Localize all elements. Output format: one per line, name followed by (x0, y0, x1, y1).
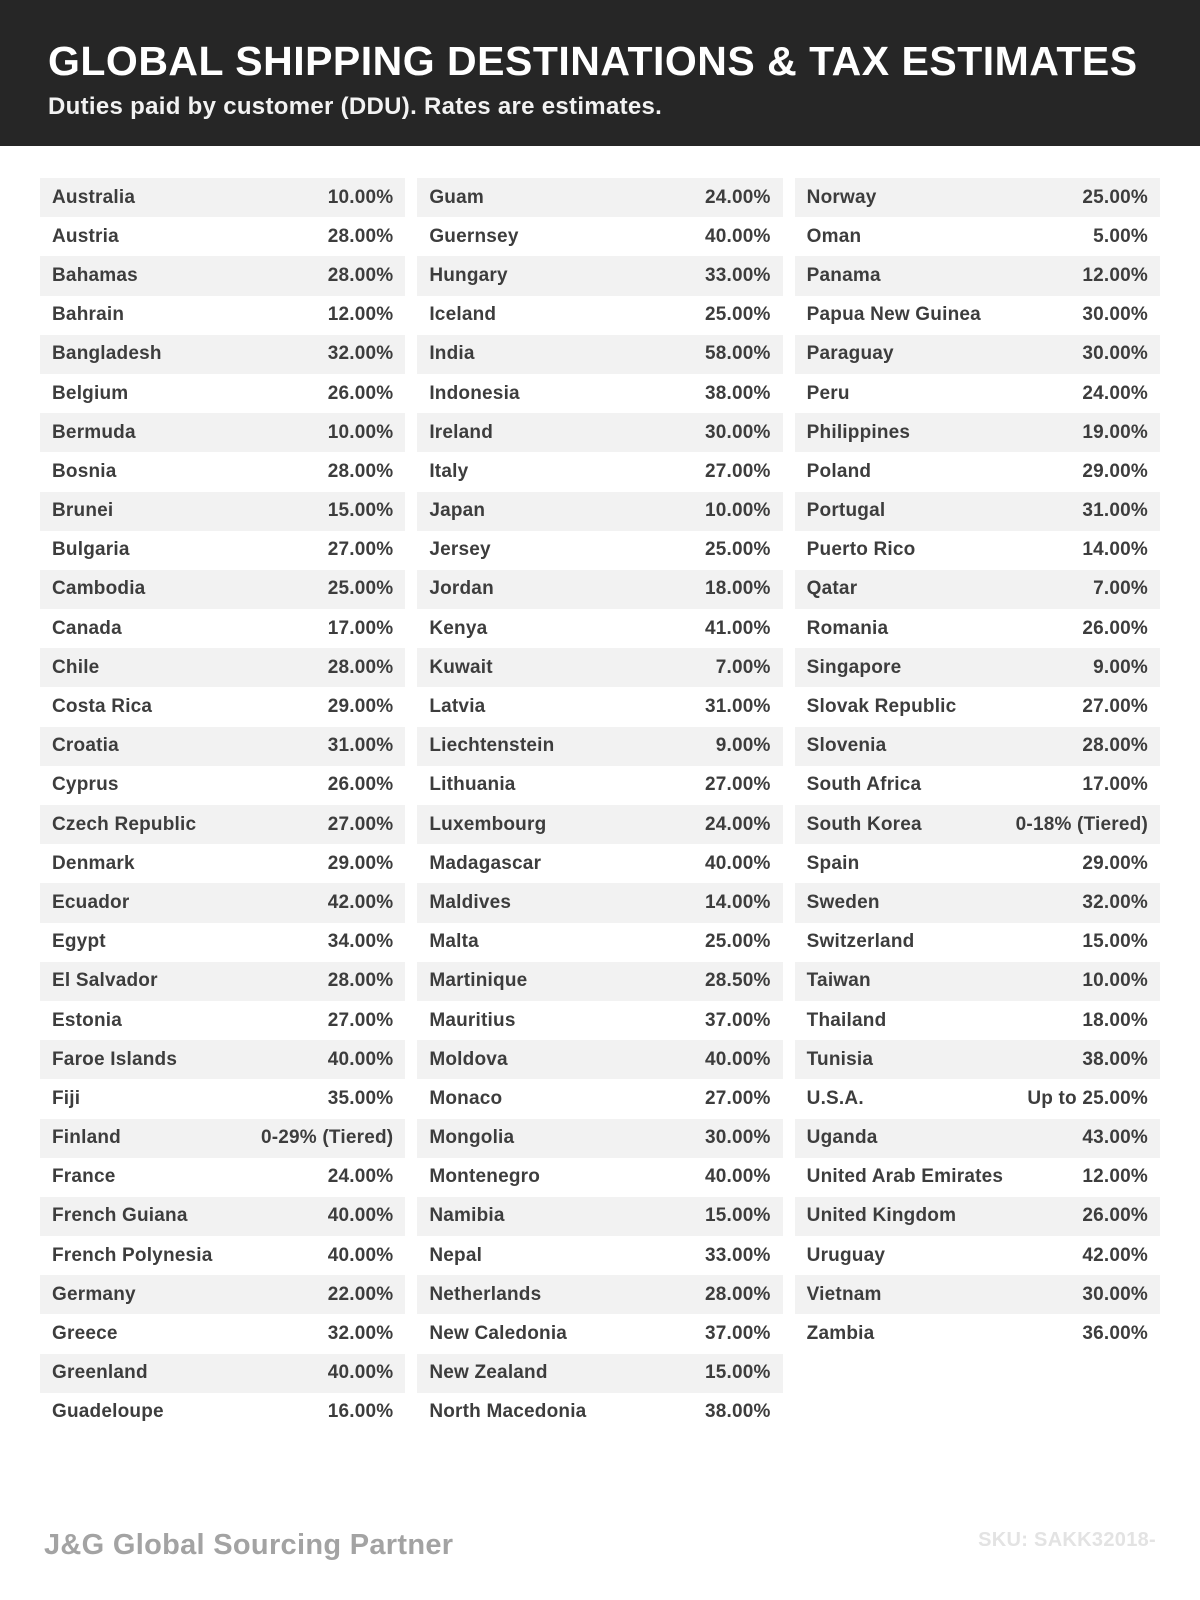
country-name: French Polynesia (52, 1244, 213, 1266)
tax-rate-table (40, 178, 1160, 1432)
tax-rate-value: 10.00% (705, 500, 771, 522)
country-name: Portugal (806, 500, 886, 522)
country-name: Kuwait (429, 656, 493, 678)
tax-rate-value: 0-18% (Tiered) (1015, 813, 1148, 835)
sku-label: SKU: SAKK32018- (978, 1529, 1156, 1551)
tax-rate-value: 25.00% (705, 539, 771, 561)
table-row (795, 609, 1160, 648)
tax-rate-value: 15.00% (327, 500, 394, 522)
tax-rate-value: 15.00% (705, 1362, 771, 1384)
table-row (795, 687, 1160, 726)
table-row (40, 727, 405, 766)
table-row (795, 1119, 1160, 1158)
tax-rate-value: 30.00% (1082, 343, 1148, 365)
table-row (40, 923, 405, 962)
tax-rate-value: 24.00% (1082, 382, 1148, 404)
country-name: Sweden (806, 891, 880, 913)
country-name: Uruguay (806, 1244, 886, 1266)
tax-rate-value: 30.00% (705, 1127, 771, 1149)
tax-rate-value: 9.00% (1093, 656, 1148, 678)
tax-rate-value: 27.00% (705, 460, 771, 482)
tax-rate-value: 10.00% (327, 421, 394, 443)
table-row (40, 1314, 405, 1353)
table-row (40, 178, 405, 217)
table-row (40, 413, 405, 452)
country-name: Greece (52, 1323, 118, 1345)
table-row (40, 374, 405, 413)
country-name: Hungary (429, 264, 508, 286)
tax-rate-value: 18.00% (705, 578, 771, 600)
table-column-2 (417, 178, 782, 1432)
tax-rate-value: 27.00% (705, 1087, 771, 1109)
table-row (417, 1197, 782, 1236)
page-title: GLOBAL SHIPPING DESTINATIONS & TAX ESTIMATES (48, 38, 1138, 84)
country-name: Norway (806, 186, 877, 208)
table-row (40, 296, 405, 335)
table-row (417, 1119, 782, 1158)
page-subtitle: Duties paid by customer (DDU). Rates are estimates. (48, 93, 663, 121)
table-row (417, 570, 782, 609)
table-row (417, 335, 782, 374)
table-row (40, 256, 405, 295)
tax-rate-value: 29.00% (1082, 852, 1148, 874)
table-row (795, 766, 1160, 805)
tax-rate-value: 25.00% (705, 931, 771, 953)
header-banner (0, 0, 1200, 146)
country-name: Germany (52, 1283, 136, 1305)
tax-rate-value: 38.00% (705, 1401, 771, 1423)
table-row (795, 1275, 1160, 1314)
country-name: Bosnia (52, 460, 117, 482)
country-name: Mongolia (429, 1127, 515, 1149)
table-row (795, 1236, 1160, 1275)
country-name: Denmark (52, 852, 135, 874)
table-column-3 (795, 178, 1160, 1354)
table-row (40, 492, 405, 531)
tax-rate-value: 14.00% (1082, 539, 1148, 561)
tax-rate-value: 27.00% (327, 539, 394, 561)
country-name: Peru (806, 382, 850, 404)
country-name: New Caledonia (429, 1323, 568, 1345)
table-row (795, 1197, 1160, 1236)
table-row (795, 256, 1160, 295)
country-name: Bahamas (52, 264, 138, 286)
tax-rate-value: 24.00% (705, 813, 771, 835)
table-row (795, 492, 1160, 531)
tax-rate-value: 0-29% (Tiered) (260, 1127, 394, 1149)
tax-rate-value: 15.00% (1082, 931, 1148, 953)
tax-rate-value: 30.00% (705, 421, 771, 443)
tax-rate-value: 14.00% (705, 891, 771, 913)
tax-rate-value: 12.00% (1082, 1166, 1148, 1188)
table-row (40, 1040, 405, 1079)
table-row (40, 217, 405, 256)
tax-rate-value: 33.00% (705, 1244, 771, 1266)
country-name: Brunei (52, 500, 114, 522)
country-name: Belgium (52, 382, 129, 404)
table-row (795, 1040, 1160, 1079)
country-name: French Guiana (52, 1205, 188, 1227)
table-row (417, 805, 782, 844)
country-name: Ecuador (52, 891, 130, 913)
country-name: Indonesia (429, 382, 520, 404)
country-name: Greenland (52, 1362, 148, 1384)
country-name: Maldives (429, 891, 512, 913)
tax-rate-value: 28.50% (705, 970, 771, 992)
country-name: Finland (52, 1127, 121, 1149)
country-name: Martinique (429, 970, 528, 992)
table-row (40, 648, 405, 687)
country-name: Jordan (429, 578, 494, 600)
country-name: Czech Republic (52, 813, 197, 835)
tax-rate-value: 27.00% (1082, 696, 1148, 718)
tax-rate-value: 40.00% (327, 1244, 394, 1266)
table-row (795, 805, 1160, 844)
country-name: Thailand (806, 1009, 887, 1031)
tax-rate-value: 10.00% (1082, 970, 1148, 992)
tax-rate-value: 24.00% (327, 1166, 394, 1188)
table-row (795, 217, 1160, 256)
tax-rate-value: 38.00% (1082, 1048, 1148, 1070)
country-name: U.S.A. (806, 1087, 864, 1109)
table-row (417, 178, 782, 217)
table-row (417, 883, 782, 922)
tax-rate-value: 26.00% (1082, 1205, 1148, 1227)
tax-rate-value: 40.00% (327, 1048, 394, 1070)
table-row (795, 1158, 1160, 1197)
table-row (417, 1236, 782, 1275)
tax-rate-value: 26.00% (327, 382, 394, 404)
tax-rate-value: 35.00% (327, 1087, 394, 1109)
country-name: South Korea (806, 813, 922, 835)
country-name: Australia (52, 186, 136, 208)
tax-rate-value: 28.00% (327, 225, 394, 247)
tax-rate-value: 58.00% (705, 343, 771, 365)
table-row (417, 531, 782, 570)
tax-rate-value: 27.00% (327, 813, 394, 835)
country-name: Lithuania (429, 774, 516, 796)
tax-rate-value: 7.00% (1093, 578, 1148, 600)
tax-rate-value: 36.00% (1082, 1323, 1148, 1345)
country-name: New Zealand (429, 1362, 548, 1384)
country-name: France (52, 1166, 116, 1188)
tax-rate-value: 25.00% (705, 304, 771, 326)
country-name: Bermuda (52, 421, 136, 443)
tax-rate-value: 26.00% (1082, 617, 1148, 639)
country-name: Jersey (429, 539, 491, 561)
country-name: Croatia (52, 735, 119, 757)
tax-rate-value: 29.00% (327, 852, 394, 874)
table-row (40, 962, 405, 1001)
table-row (40, 609, 405, 648)
country-name: Vietnam (806, 1283, 882, 1305)
table-row (417, 217, 782, 256)
table-row (417, 687, 782, 726)
table-row (40, 1079, 405, 1118)
tax-rate-value: 30.00% (1082, 304, 1148, 326)
tax-rate-value: 17.00% (1082, 774, 1148, 796)
table-row (795, 844, 1160, 883)
tax-rate-value: 28.00% (327, 460, 394, 482)
country-name: Montenegro (429, 1166, 541, 1188)
country-name: Slovenia (806, 735, 887, 757)
table-row (795, 413, 1160, 452)
table-row (40, 883, 405, 922)
country-name: Luxembourg (429, 813, 547, 835)
table-row (417, 296, 782, 335)
tax-rate-value: 19.00% (1082, 421, 1148, 443)
table-row (40, 844, 405, 883)
country-name: Bangladesh (52, 343, 162, 365)
country-name: Malta (429, 931, 479, 953)
table-row (417, 1354, 782, 1393)
table-row (417, 413, 782, 452)
country-name: India (429, 343, 475, 365)
tax-rate-value: 28.00% (327, 656, 394, 678)
country-name: Mauritius (429, 1009, 516, 1031)
table-row (795, 335, 1160, 374)
country-name: United Kingdom (806, 1205, 957, 1227)
table-row (795, 883, 1160, 922)
country-name: Moldova (429, 1048, 508, 1070)
table-row (417, 492, 782, 531)
table-column-1 (40, 178, 405, 1432)
table-row (417, 1393, 782, 1432)
table-row (40, 1158, 405, 1197)
country-name: Slovak Republic (806, 696, 957, 718)
tax-rate-value: 40.00% (327, 1362, 394, 1384)
tax-rate-value: 28.00% (705, 1283, 771, 1305)
country-name: Nepal (429, 1244, 483, 1266)
country-name: Guernsey (429, 225, 519, 247)
table-row (795, 452, 1160, 491)
table-row (40, 1197, 405, 1236)
table-row (795, 727, 1160, 766)
country-name: Estonia (52, 1009, 123, 1031)
tax-rate-value: 24.00% (705, 186, 771, 208)
tax-rate-value: 32.00% (327, 1323, 394, 1345)
country-name: South Africa (806, 774, 922, 796)
tax-rate-value: 29.00% (327, 696, 394, 718)
brand-name: J&G Global Sourcing Partner (44, 1529, 454, 1561)
tax-rate-value: 40.00% (705, 852, 771, 874)
table-row (795, 178, 1160, 217)
country-name: Switzerland (806, 931, 915, 953)
tax-rate-value: 34.00% (327, 931, 394, 953)
table-row (417, 766, 782, 805)
table-row (795, 1079, 1160, 1118)
country-name: Poland (806, 460, 872, 482)
table-row (40, 805, 405, 844)
tax-rate-value: 27.00% (705, 774, 771, 796)
tax-rate-value: 43.00% (1082, 1127, 1148, 1149)
tax-rate-value: 22.00% (327, 1283, 394, 1305)
table-row (795, 1314, 1160, 1353)
tax-rate-value: 31.00% (1082, 500, 1148, 522)
tax-rate-value: 17.00% (327, 617, 394, 639)
table-row (417, 962, 782, 1001)
tax-rate-value: 37.00% (705, 1009, 771, 1031)
country-name: Puerto Rico (806, 539, 916, 561)
country-name: Kenya (429, 617, 488, 639)
tax-rate-value: 15.00% (705, 1205, 771, 1227)
tax-rate-value: Up to 25.00% (1027, 1087, 1148, 1109)
tax-rate-value: 16.00% (327, 1401, 394, 1423)
tax-rate-value: 12.00% (1082, 264, 1148, 286)
tax-rate-value: 31.00% (705, 696, 771, 718)
country-name: Madagascar (429, 852, 542, 874)
table-row (40, 687, 405, 726)
country-name: Qatar (806, 578, 858, 600)
table-row (417, 923, 782, 962)
tax-rate-value: 12.00% (327, 304, 394, 326)
country-name: Guadeloupe (52, 1401, 164, 1423)
country-name: Spain (806, 852, 860, 874)
table-row (417, 452, 782, 491)
table-row (417, 1158, 782, 1197)
table-row (795, 296, 1160, 335)
table-row (795, 531, 1160, 570)
tax-rate-value: 27.00% (327, 1009, 394, 1031)
country-name: Canada (52, 617, 122, 639)
table-row (417, 1314, 782, 1353)
country-name: Monaco (429, 1087, 503, 1109)
country-name: Japan (429, 500, 486, 522)
country-name: North Macedonia (429, 1401, 587, 1423)
table-row (40, 766, 405, 805)
table-row (417, 1001, 782, 1040)
country-name: Papua New Guinea (806, 304, 981, 326)
table-row (795, 1001, 1160, 1040)
country-name: Cambodia (52, 578, 146, 600)
tax-rate-value: 28.00% (1082, 735, 1148, 757)
tax-rate-value: 28.00% (327, 264, 394, 286)
table-row (417, 844, 782, 883)
country-name: Paraguay (806, 343, 894, 365)
country-name: Iceland (429, 304, 497, 326)
table-row (417, 1079, 782, 1118)
tax-rate-value: 33.00% (705, 264, 771, 286)
country-name: Taiwan (806, 970, 871, 992)
table-row (795, 962, 1160, 1001)
footer (0, 1510, 1200, 1600)
table-row (417, 727, 782, 766)
tax-rate-value: 40.00% (705, 1166, 771, 1188)
table-row (40, 531, 405, 570)
country-name: Liechtenstein (429, 735, 555, 757)
tax-rate-value: 32.00% (1082, 891, 1148, 913)
tax-rate-value: 9.00% (715, 735, 771, 757)
table-row (795, 374, 1160, 413)
country-name: Namibia (429, 1205, 505, 1227)
country-name: Austria (52, 225, 119, 247)
tax-rate-value: 7.00% (715, 656, 771, 678)
country-name: Uganda (806, 1127, 878, 1149)
country-name: Fiji (52, 1087, 81, 1109)
tax-rate-value: 30.00% (1082, 1283, 1148, 1305)
country-name: Oman (806, 225, 862, 247)
tax-rate-value: 25.00% (1082, 186, 1148, 208)
country-name: Bahrain (52, 304, 125, 326)
tax-rate-value: 37.00% (705, 1323, 771, 1345)
country-name: Faroe Islands (52, 1048, 178, 1070)
country-name: Guam (429, 186, 484, 208)
tax-rate-value: 29.00% (1082, 460, 1148, 482)
table-row (40, 1275, 405, 1314)
table-row (40, 452, 405, 491)
country-name: Italy (429, 460, 469, 482)
table-row (417, 256, 782, 295)
country-name: Chile (52, 656, 100, 678)
country-name: Bulgaria (52, 539, 130, 561)
table-row (40, 1001, 405, 1040)
table-row (417, 609, 782, 648)
table-row (417, 374, 782, 413)
table-row (795, 570, 1160, 609)
tax-rate-value: 42.00% (1082, 1244, 1148, 1266)
table-row (40, 1119, 405, 1158)
tax-rate-value: 41.00% (705, 617, 771, 639)
tax-rate-value: 40.00% (327, 1205, 394, 1227)
table-row (417, 1275, 782, 1314)
country-name: Tunisia (806, 1048, 874, 1070)
table-row (40, 570, 405, 609)
country-name: Zambia (806, 1323, 875, 1345)
country-name: Philippines (806, 421, 911, 443)
tax-rate-value: 25.00% (327, 578, 394, 600)
table-row (417, 1040, 782, 1079)
country-name: Egypt (52, 931, 106, 953)
tax-rate-value: 32.00% (327, 343, 394, 365)
country-name: El Salvador (52, 970, 158, 992)
country-name: Cyprus (52, 774, 119, 796)
tax-rate-value: 10.00% (327, 186, 394, 208)
table-row (40, 1236, 405, 1275)
table-row (40, 1354, 405, 1393)
tax-rate-value: 40.00% (705, 1048, 771, 1070)
country-name: Latvia (429, 696, 486, 718)
tax-rate-value: 18.00% (1082, 1009, 1148, 1031)
tax-rate-value: 42.00% (327, 891, 394, 913)
country-name: Ireland (429, 421, 494, 443)
tax-rate-value: 26.00% (327, 774, 394, 796)
table-row (40, 1393, 405, 1432)
tax-rate-value: 5.00% (1093, 225, 1148, 247)
tax-rate-value: 28.00% (327, 970, 394, 992)
country-name: United Arab Emirates (806, 1166, 1004, 1188)
table-row (795, 648, 1160, 687)
country-name: Netherlands (429, 1283, 542, 1305)
country-name: Singapore (806, 656, 902, 678)
table-row (417, 648, 782, 687)
country-name: Romania (806, 617, 889, 639)
table-row (795, 923, 1160, 962)
tax-rate-value: 40.00% (705, 225, 771, 247)
tax-rate-value: 31.00% (327, 735, 394, 757)
table-row (40, 335, 405, 374)
tax-rate-value: 38.00% (705, 382, 771, 404)
country-name: Panama (806, 264, 881, 286)
country-name: Costa Rica (52, 696, 153, 718)
